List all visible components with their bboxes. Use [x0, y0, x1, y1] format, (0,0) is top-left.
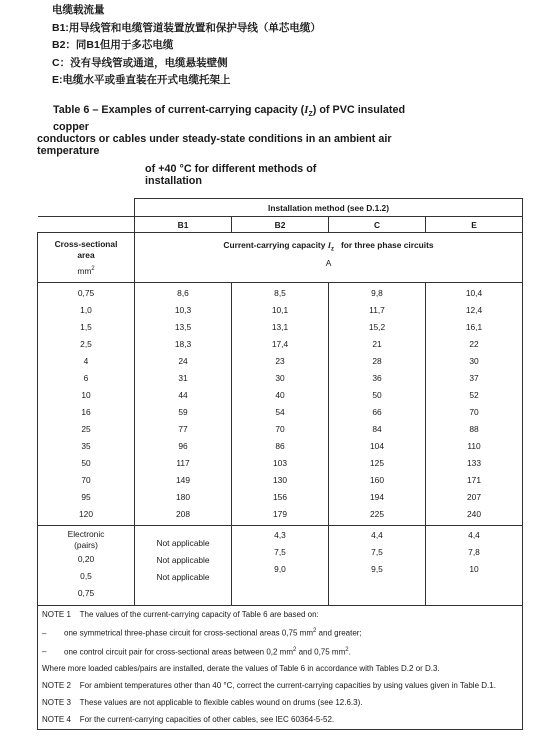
value-cell: 194	[370, 492, 384, 502]
value-cell: 240	[467, 509, 481, 519]
value-cell: 31	[178, 373, 188, 383]
intro-b2: B2：同B1但用于多芯电缆	[52, 39, 174, 51]
derate-note: Where more loaded cables/pairs are installed, derate the values of Table 6 in accordance with Tables D.2 or D.3.	[42, 664, 440, 674]
cs-unit: mm	[77, 265, 92, 276]
value-cell: 24	[178, 356, 188, 366]
value-cell: 50	[372, 390, 382, 400]
value-cell: 52	[469, 390, 479, 400]
value-cell: 70	[275, 424, 285, 434]
area-cell: 1,5	[80, 322, 92, 332]
note-1-bullet-1	[42, 626, 518, 639]
note-2: NOTE 2 For ambient temperatures other than 40 °C, correct the current-carrying capacities by using values given in Table D.1.	[42, 681, 496, 691]
notes-cell	[38, 606, 523, 730]
value-cell: 40	[275, 390, 285, 400]
area-cell: 2,5	[80, 339, 92, 349]
value-cell: 208	[176, 509, 190, 519]
value-cell: 77	[178, 424, 188, 434]
cs-label: Cross-sectional	[54, 239, 118, 249]
cc-subscript: z	[330, 246, 334, 253]
area-cell: 4	[83, 356, 89, 366]
value-cell: 30	[275, 373, 285, 383]
area-cell: 50	[81, 458, 91, 468]
cs-label: area	[77, 250, 95, 260]
value-cell: 84	[372, 424, 382, 434]
value-cell: 10,3	[174, 305, 192, 315]
area-cell: 120	[79, 509, 93, 519]
electronic-area-column	[38, 526, 135, 606]
value-cell: 36	[372, 373, 382, 383]
note-1: NOTE 1 The values of the current-carrying capacity of Table 6 are based on:	[42, 610, 319, 619]
intro-notes	[52, 2, 321, 90]
b1-column	[135, 283, 232, 526]
superscript: 2	[312, 628, 317, 634]
value-cell: 66	[372, 407, 382, 417]
caption-line: conductors or cables under steady-state conditions in an ambient air	[37, 133, 392, 146]
value-cell: 13,1	[271, 322, 289, 332]
note-1-bullet-2: – one control circuit pair for cross-sectional areas between 0,2 $mm^2$ and 0,75 $mm^2$.	[42, 646, 351, 657]
value-cell: 17,4	[271, 339, 289, 349]
value-cell: 12,4	[465, 305, 483, 315]
intro-c: C：没有导线管或通道，电缆悬装壁侧	[52, 56, 228, 69]
value-cell: 9,5	[371, 564, 383, 574]
value-cell: 130	[273, 475, 287, 485]
bullet-text: one control circuit pair for cross-sectional areas between 0,2 mm	[64, 647, 293, 657]
c-elec-column	[329, 526, 426, 606]
e-elec-column	[426, 526, 523, 606]
caption-part: Table 6 – Examples of current-carrying capacity (	[53, 104, 305, 116]
value-cell: 4,4	[468, 530, 480, 540]
value-cell: 125	[370, 458, 384, 468]
value-cell: 10	[469, 564, 479, 574]
empty-corner	[38, 199, 135, 217]
value-cell: 8,6	[177, 288, 189, 298]
value-cell: 70	[469, 407, 479, 417]
cc-symbol: I	[327, 241, 331, 250]
caption-line: copper	[53, 121, 89, 134]
bullet-text: and greater;	[316, 628, 362, 638]
c-column	[329, 283, 426, 526]
area-cell: 6	[83, 373, 89, 383]
value-cell: 11,7	[369, 305, 385, 315]
caption-subscript: Z	[308, 111, 313, 119]
value-cell: 86	[275, 441, 285, 451]
value-cell: 110	[467, 441, 481, 451]
value-cell: 149	[176, 475, 190, 485]
dash: –	[42, 628, 47, 638]
cs-area-header	[38, 233, 135, 283]
value-cell: 16,1	[465, 322, 483, 332]
value-cell: 15,2	[368, 322, 386, 332]
value-cell: 160	[370, 475, 384, 485]
intro-e: E:电缆水平或垂直装在开式电缆托架上	[52, 74, 231, 86]
value-cell: 28	[372, 356, 382, 366]
area-cell: 70	[81, 475, 91, 485]
value-cell: 4,4	[371, 530, 383, 540]
value-cell: 9,8	[371, 288, 383, 298]
dash: –	[42, 647, 47, 657]
e-column	[426, 283, 523, 526]
caption-symbol: I	[304, 104, 309, 116]
install-method-header: Installation method (see D.1.2)	[135, 199, 523, 217]
cs-unit-sup: 2	[91, 266, 95, 272]
value-cell: 156	[273, 492, 287, 502]
area-cell: 1,0	[80, 305, 92, 315]
value-cell: 8,5	[274, 288, 286, 298]
empty-cell	[38, 217, 135, 233]
b2-column	[232, 283, 329, 526]
value-cell: 59	[178, 407, 188, 417]
value-cell: 30	[469, 356, 479, 366]
electronic-label: (pairs)	[74, 540, 98, 550]
b2-elec-column	[232, 526, 329, 606]
value-cell: 117	[176, 458, 190, 468]
not-applicable-cell: Not applicable	[156, 572, 210, 582]
table-caption	[37, 104, 517, 187]
area-cell: 25	[81, 424, 91, 434]
superscript: 2	[293, 646, 297, 653]
value-cell: 9,0	[274, 564, 286, 574]
area-cell: 35	[81, 441, 91, 451]
method-b2: B2	[232, 217, 329, 233]
method-b1: B1	[135, 217, 232, 233]
cc-label: Current-carrying capacity	[223, 240, 326, 250]
value-cell: 104	[370, 441, 384, 451]
value-cell: 7,5	[371, 547, 383, 557]
caption-part: ) of PVC insulated	[312, 104, 406, 116]
area-cell: 0,75	[77, 288, 95, 298]
area-cell: 0,75	[77, 588, 95, 598]
b1-na-column	[135, 526, 232, 606]
area-cell: 95	[81, 492, 91, 502]
value-cell: 37	[469, 373, 479, 383]
value-cell: 225	[370, 509, 384, 519]
value-cell: 179	[273, 509, 287, 519]
cc-unit: A	[325, 257, 332, 268]
caption-line: of +40 °C for different methods of	[145, 163, 317, 176]
value-cell: 7,8	[468, 547, 480, 557]
not-applicable-cell: Not applicable	[156, 555, 210, 565]
note-4: NOTE 4 For the current-carrying capacities of other cables, see IEC 60364-5-52.	[42, 715, 335, 725]
intro-b1: B1:用导线管和电缆管道装置放置和保护导线（单芯电缆）	[52, 21, 321, 34]
value-cell: 4,3	[274, 530, 286, 540]
value-cell: 10,4	[465, 288, 483, 298]
intro-title: 电缆载流量	[52, 4, 105, 16]
electronic-label: Electronic	[67, 529, 105, 539]
value-cell: 23	[275, 356, 285, 366]
value-cell: 96	[178, 441, 188, 451]
value-cell: 18,3	[174, 339, 192, 349]
value-cell: 44	[178, 390, 188, 400]
area-cell: 16	[81, 407, 91, 417]
method-c: C	[329, 217, 426, 233]
value-cell: 13,5	[174, 322, 192, 332]
superscript: 2	[345, 646, 349, 653]
value-cell: 88	[469, 424, 479, 434]
value-cell: 207	[467, 492, 481, 502]
note-3: NOTE 3 These values are not applicable to flexible cables wound on drums (see 12.6.3).	[42, 698, 363, 708]
cc-header	[135, 233, 523, 283]
cc-label: for three phase circuits	[340, 240, 434, 250]
method-e: E	[426, 217, 523, 233]
value-cell: 7,5	[274, 547, 286, 557]
value-cell: 22	[469, 339, 479, 349]
area-cell: 0,5	[80, 571, 92, 581]
value-cell: 103	[273, 458, 287, 468]
bullet-text: and 0,75 mm	[296, 647, 346, 657]
value-cell: 21	[372, 339, 382, 349]
caption-line: installation	[145, 175, 202, 188]
value-cell: 180	[176, 492, 190, 502]
capacity-table	[37, 198, 523, 730]
bullet-text: one symmetrical three-phase circuit for cross-sectional areas 0,75 mm	[64, 628, 313, 638]
caption-line: temperature	[37, 145, 100, 158]
value-cell: 10,1	[271, 305, 289, 315]
value-cell: 171	[467, 475, 481, 485]
area-column	[38, 283, 135, 526]
not-applicable-cell: Not applicable	[156, 538, 210, 548]
area-cell: 10	[81, 390, 91, 400]
value-cell: 133	[467, 458, 481, 468]
value-cell: 54	[275, 407, 285, 417]
area-cell: 0,20	[77, 554, 95, 564]
